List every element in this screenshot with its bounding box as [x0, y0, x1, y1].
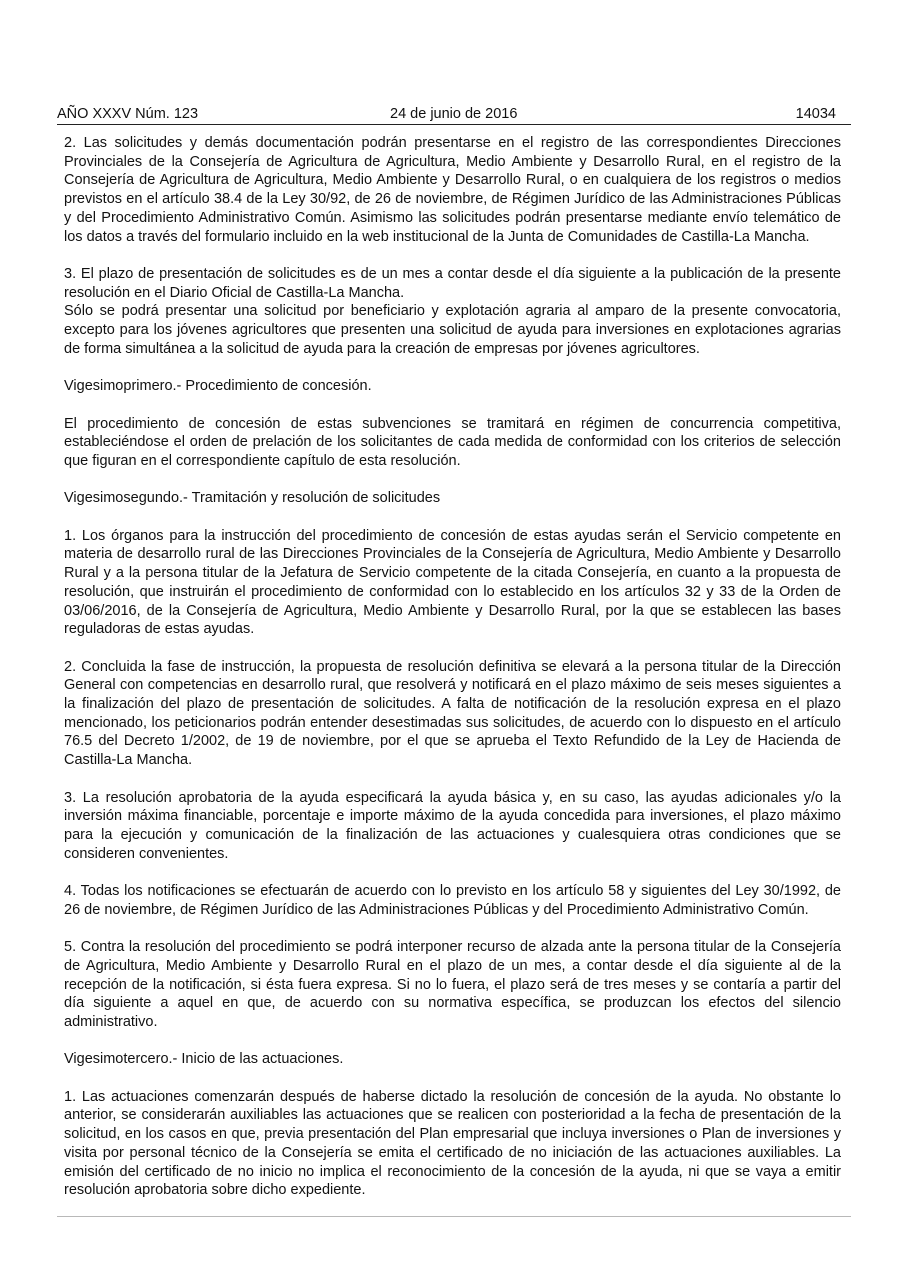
paragraph: 3. El plazo de presentación de solicitudes es de un mes a contar desde el día siguiente a la publicación de la presente resolución en el Diario Oficial de Castilla-La Mancha. [64, 265, 841, 301]
paragraph: 2. Las solicitudes y demás documentación podrán presentarse en el registro de las correspondientes Direcciones Provinciales de la Consejería de Agricultura de Agricultura, Medio Ambiente y Desarrollo Rural, en el registro de la Consejería de Agricultura de Agricultura, Medio Ambiente y Desarrollo Rural, o en cualquiera de los registros o medios previstos en el artículo 38.4 de la Ley 30/92, de 26 de noviembre, de Régimen Jurídico de las Administraciones Públicas y del Procedimiento Administrativo Común. Asimismo las solicitudes podrán presentarse mediante envío telemático de los datos a través del formulario incluido en la web institucional de la Junta de Comunidades de Castilla-La Mancha. [64, 135, 841, 245]
paragraph: 4. Todas los notificaciones se efectuarán de acuerdo con lo previsto en los artículo 58 y siguientes del Ley 30/1992, de 26 de noviembre, de Régimen Jurídico de las Administraciones Públicas y del Procedimiento Administrativo Común. [64, 883, 841, 918]
section-heading: Vigesimosegundo.- Tramitación y resolución de solicitudes [64, 490, 441, 507]
paragraph: Sólo se podrá presentar una solicitud por beneficiario y explotación agraria al amparo de la presente convocatoria, excepto para los jóvenes agricultores que presenten una solicitud de ayuda para inversiones en explotaciones agrarias de forma simultánea a la solicitud de ayuda para la creación de empresas por jóvenes agricultores. [64, 303, 841, 357]
section-heading: Vigesimoprimero.- Procedimiento de concesión. [64, 378, 372, 395]
paragraph: El procedimiento de concesión de estas subvenciones se tramitará en régimen de concurrencia competitiva, estableciéndose el orden de prelación de los solicitantes de cada medida de conformidad con los criterios de selección que figuran en el correspondiente capítulo de esta resolución. [64, 415, 841, 469]
paragraph: 5. Contra la resolución del procedimiento se podrá interponer recurso de alzada ante la persona titular de la Consejería de Agricultura, Medio Ambiente y Desarrollo Rural en el plazo de un mes, a contar desde el día siguiente al de la recepción de la notificación, si ésta fuera expresa. Si no lo fuera, el plazo será de tres meses y se contaría a partir del día siguiente a aquel en que, de acuerdo con su normativa específica, se produzcan los efectos del silencio administrativo. [64, 939, 841, 1030]
paragraph: 2. Concluida la fase de instrucción, la propuesta de resolución definitiva se elevará a la persona titular de la Dirección General con competencias en desarrollo rural, que resolverá y notificará en el plazo máximo de seis meses siguientes a la finalización del plazo de presentación de solicitudes. A falta de notificación de la resolución expresa en el plazo mencionado, los peticionarios podrán entender desestimadas sus solicitudes, de acuerdo con lo dispuesto en el artículo 76.5 del Decreto 1/2002, de 19 de noviembre, por el que se aprueba el Texto Refundido de la Ley de Hacienda de Castilla-La Mancha. [64, 658, 841, 769]
paragraph: 3. La resolución aprobatoria de la ayuda especificará la ayuda básica y, en su caso, las ayudas adicionales y/o la inversión máxima financiable, porcentaje e importe máximo de la ayuda concedida para inversiones, el plazo máximo para la ejecución y comunicación de la finalización de las actuaciones y cualesquiera otras condiciones que se consideren convenientes. [64, 789, 841, 862]
header-divider [57, 124, 851, 125]
publication-date: 24 de junio de 2016 [390, 106, 518, 122]
paragraph: 1. Las actuaciones comenzarán después de haberse dictado la resolución de concesión de la ayuda. No obstante lo anterior, se considerarán auxiliables las actuaciones que se realicen con posterioridad a la fecha de presentación de la solicitud, en los casos en que, previa presentación del Plan empresarial que incluya inversiones o Plan de inversiones y visita por personal técnico de la Consejería se emita el certificado de no iniciación de las actuaciones auxiliables. La emisión del certificado de no inicio no implica el reconocimiento de la concesión de la ayuda, ni que se vaya a emitir resolución aprobatoria sobre dicho expediente. [64, 1088, 841, 1199]
paragraph: 1. Los órganos para la instrucción del procedimiento de concesión de estas ayudas serán el Servicio competente en materia de desarrollo rural de las Direcciones Provinciales de la Consejería de Agricultura, Medio Ambiente y Desarrollo Rural y a la persona titular de la Jefatura de Servicio competente de la citada Consejería, en cuanto a la propuesta de resolución, que instruirán el procedimiento de conformidad con lo establecido en los artículos 32 y 33 de la Orden de 03/06/2016, de la Consejería de Agricultura, Medio Ambiente y Desarrollo Rural, por la que se establecen las bases reguladoras de estas ayudas. [64, 527, 841, 638]
document-body [64, 134, 841, 1219]
issue-number: AÑO XXXV Núm. 123 [57, 106, 199, 122]
footer-divider [57, 1216, 851, 1217]
page-header [57, 105, 849, 123]
section-heading: Vigesimotercero.- Inicio de las actuaciones. [64, 1051, 344, 1068]
page-number: 14034 [795, 106, 836, 122]
